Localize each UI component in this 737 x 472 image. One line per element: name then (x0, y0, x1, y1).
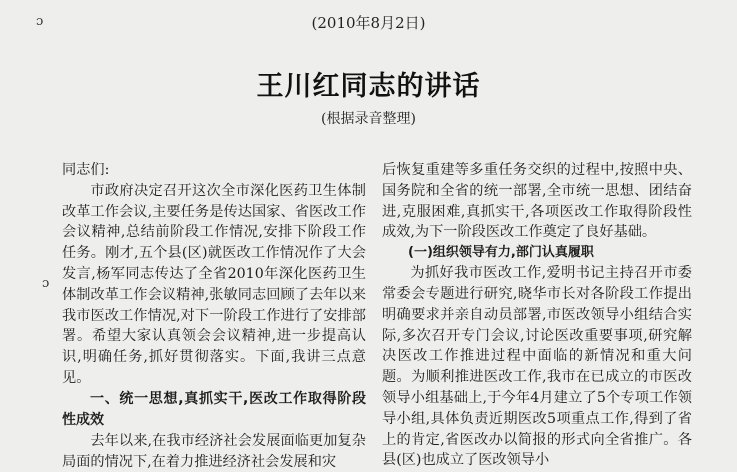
intro-paragraph: 市政府决定召开这次全市深化医药卫生体制改革工作会议,主要任务是传达国家、省医改工作会议精神,总结前阶段工作情况,安排下阶段工作任务。刚才,五个县(区)就医改工作情况作了大会发言,杨军同志传达了全省2010年深化医药卫生体制改革工作会议精神,张敏同志回顾了去年以来我市医改工作情况,对下一阶段工作进行了安排部署。希望大家认真领会会议精神,进一步提高认识,明确任务,抓好贯彻落实。下面,我讲三点意见。 (62, 182, 366, 386)
subsection-heading-1: (一)组织领导有力,部门认真履职 (408, 245, 594, 261)
salutation: 同志们: (62, 162, 110, 178)
section-1-paragraph: 去年以来,在我市经济社会发展面临更加复杂局面的情况下,在着力推进经济社会发展和灾 (62, 432, 366, 470)
section-heading-1: 一、统一思想,真抓实干,医改工作取得阶段性成效 (62, 390, 366, 428)
binding-mark-middle: ɔ (42, 276, 50, 291)
binding-mark-top: ɔ (36, 14, 44, 29)
left-column (62, 160, 366, 472)
continued-paragraph: 后恢复重建等多重任务交织的过程中,按照中央、国务院和全省的统一部署,全市统一思想、团结奋进,克服困难,真抓实干,各项医改工作取得阶段性成效,为下一阶段医改工作奠定了良好基础。 (382, 162, 692, 241)
subsection-1-paragraph: 为抓好我市医改工作,爱明书记主持召开市委常委会专题进行研究,晓华市长对各阶段工作提出明确要求并亲自动员部署,市医改领导小组结合实际,多次召开专门会议,讨论医改重要事项,研究解决医改工作推进过程中面临的新情况和重大问题。为顺利推进医改工作,我市在已成立的市医改领导小组基础上,于今年4月建立了5个专项工作领导小组,具体负责近期医改5项重点工作,得到了省上的肯定,省医改办以简报的形式向全省推广。各县(区)也成立了医改领导小 (382, 265, 692, 469)
right-column (382, 160, 692, 471)
speech-title: 王川红同志的讲话 (256, 71, 481, 102)
speech-date: (2010年8月2日) (311, 14, 426, 32)
speech-subtitle: (根据录音整理) (321, 111, 416, 127)
